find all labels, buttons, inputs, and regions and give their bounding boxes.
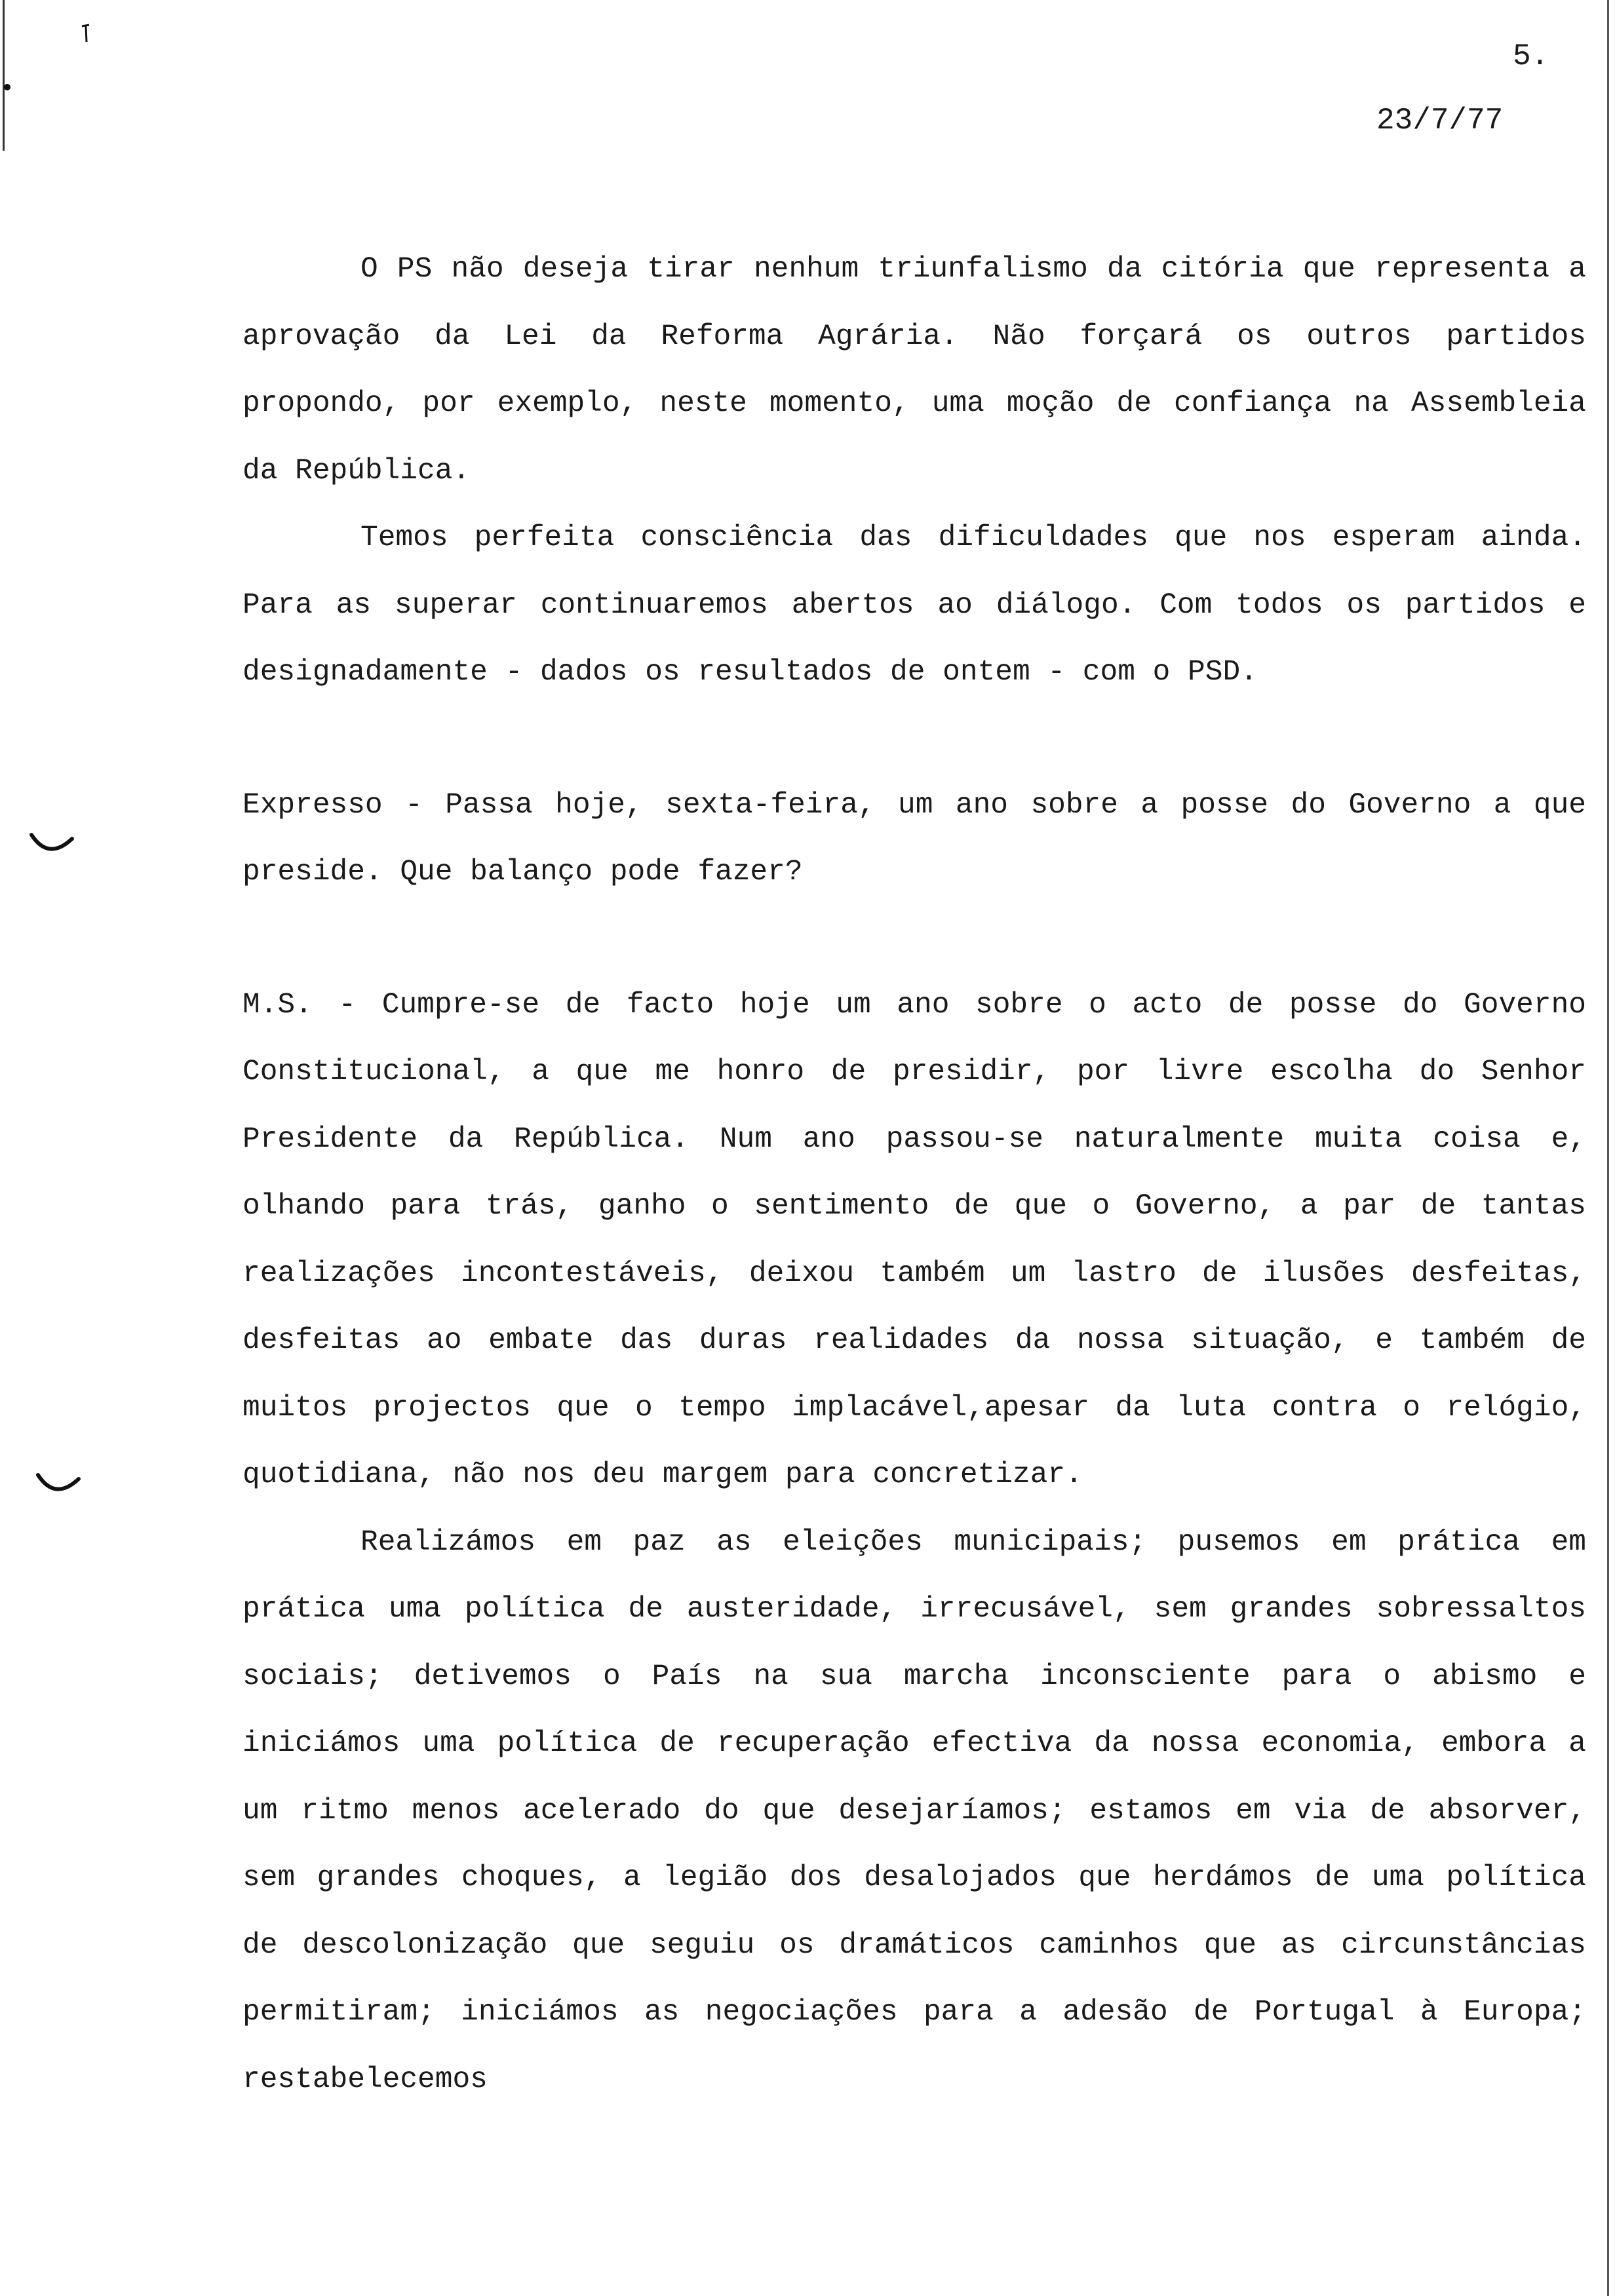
scan-edge-right [1607,0,1609,2296]
page-number: 5. [1513,39,1549,73]
handwritten-tick-mark [81,24,90,43]
scan-dot-mark [4,84,10,90]
document-date: 23/7/77 [1376,104,1504,138]
paragraph-ps: O PS não deseja tirar nenhum triunfalismo da citória que representa a aprovação da Lei da Reforma Agrária. Não forçará os outros partidos propondo, por exemplo, neste momento, uma moção de confiança na Assembleia da República. [243,253,1586,488]
document-body [243,236,1586,2113]
paragraph-realizamos: Realizámos em paz as eleições municipais; pusemos em prática em prática uma política de austeridade, irrecusável, sem grandes sobressaltos sociais; detivemos o País na sua marcha inconsciente para o abismo e iniciámos uma política de recuperação efectiva da nossa economia, embora a um ritmo menos acelerado do que desejaríamos; estamos em via de absorver, sem grandes choques, a legião dos desalojados que herdámos de uma política de descolonização que seguiu os dramáticos caminhos que as circunstâncias permitiram; iniciámos as negociações para a adesão de Portugal à Europa; restabelecemos [243,1525,1586,2096]
interview-question: Expresso - Passa hoje, sexta-feira, um ano sobre a posse do Governo a que preside. Que balanço pode fazer? [243,788,1586,889]
punch-hole-mark [35,1471,81,1497]
paragraph-dificuldades: Temos perfeita consciência das dificuldades que nos esperam ainda. Para as superar continuaremos abertos ao diálogo. Com todos os partidos e designadamente - dados os resultados de ontem - com o PSD. [243,522,1586,689]
scan-edge-left [3,0,5,151]
punch-hole-mark [29,831,75,857]
interview-answer: M.S. - Cumpre-se de facto hoje um ano sobre o acto de posse do Governo Constitucional, a que me honro de presidir, por livre escolha do Senhor Presidente da República. Num ano passou-se naturalmente muita coisa e, olhando para trás, ganho o sentimento de que o Governo, a par de tantas realizações incontestáveis, deixou também um lastro de ilusões desfeitas, desfeitas ao embate das duras realidades da nossa situação, e também de muitos projectos que o tempo implacável,apesar da luta contra o relógio, quotidiana, não nos deu margem para concretizar. [243,988,1586,1491]
